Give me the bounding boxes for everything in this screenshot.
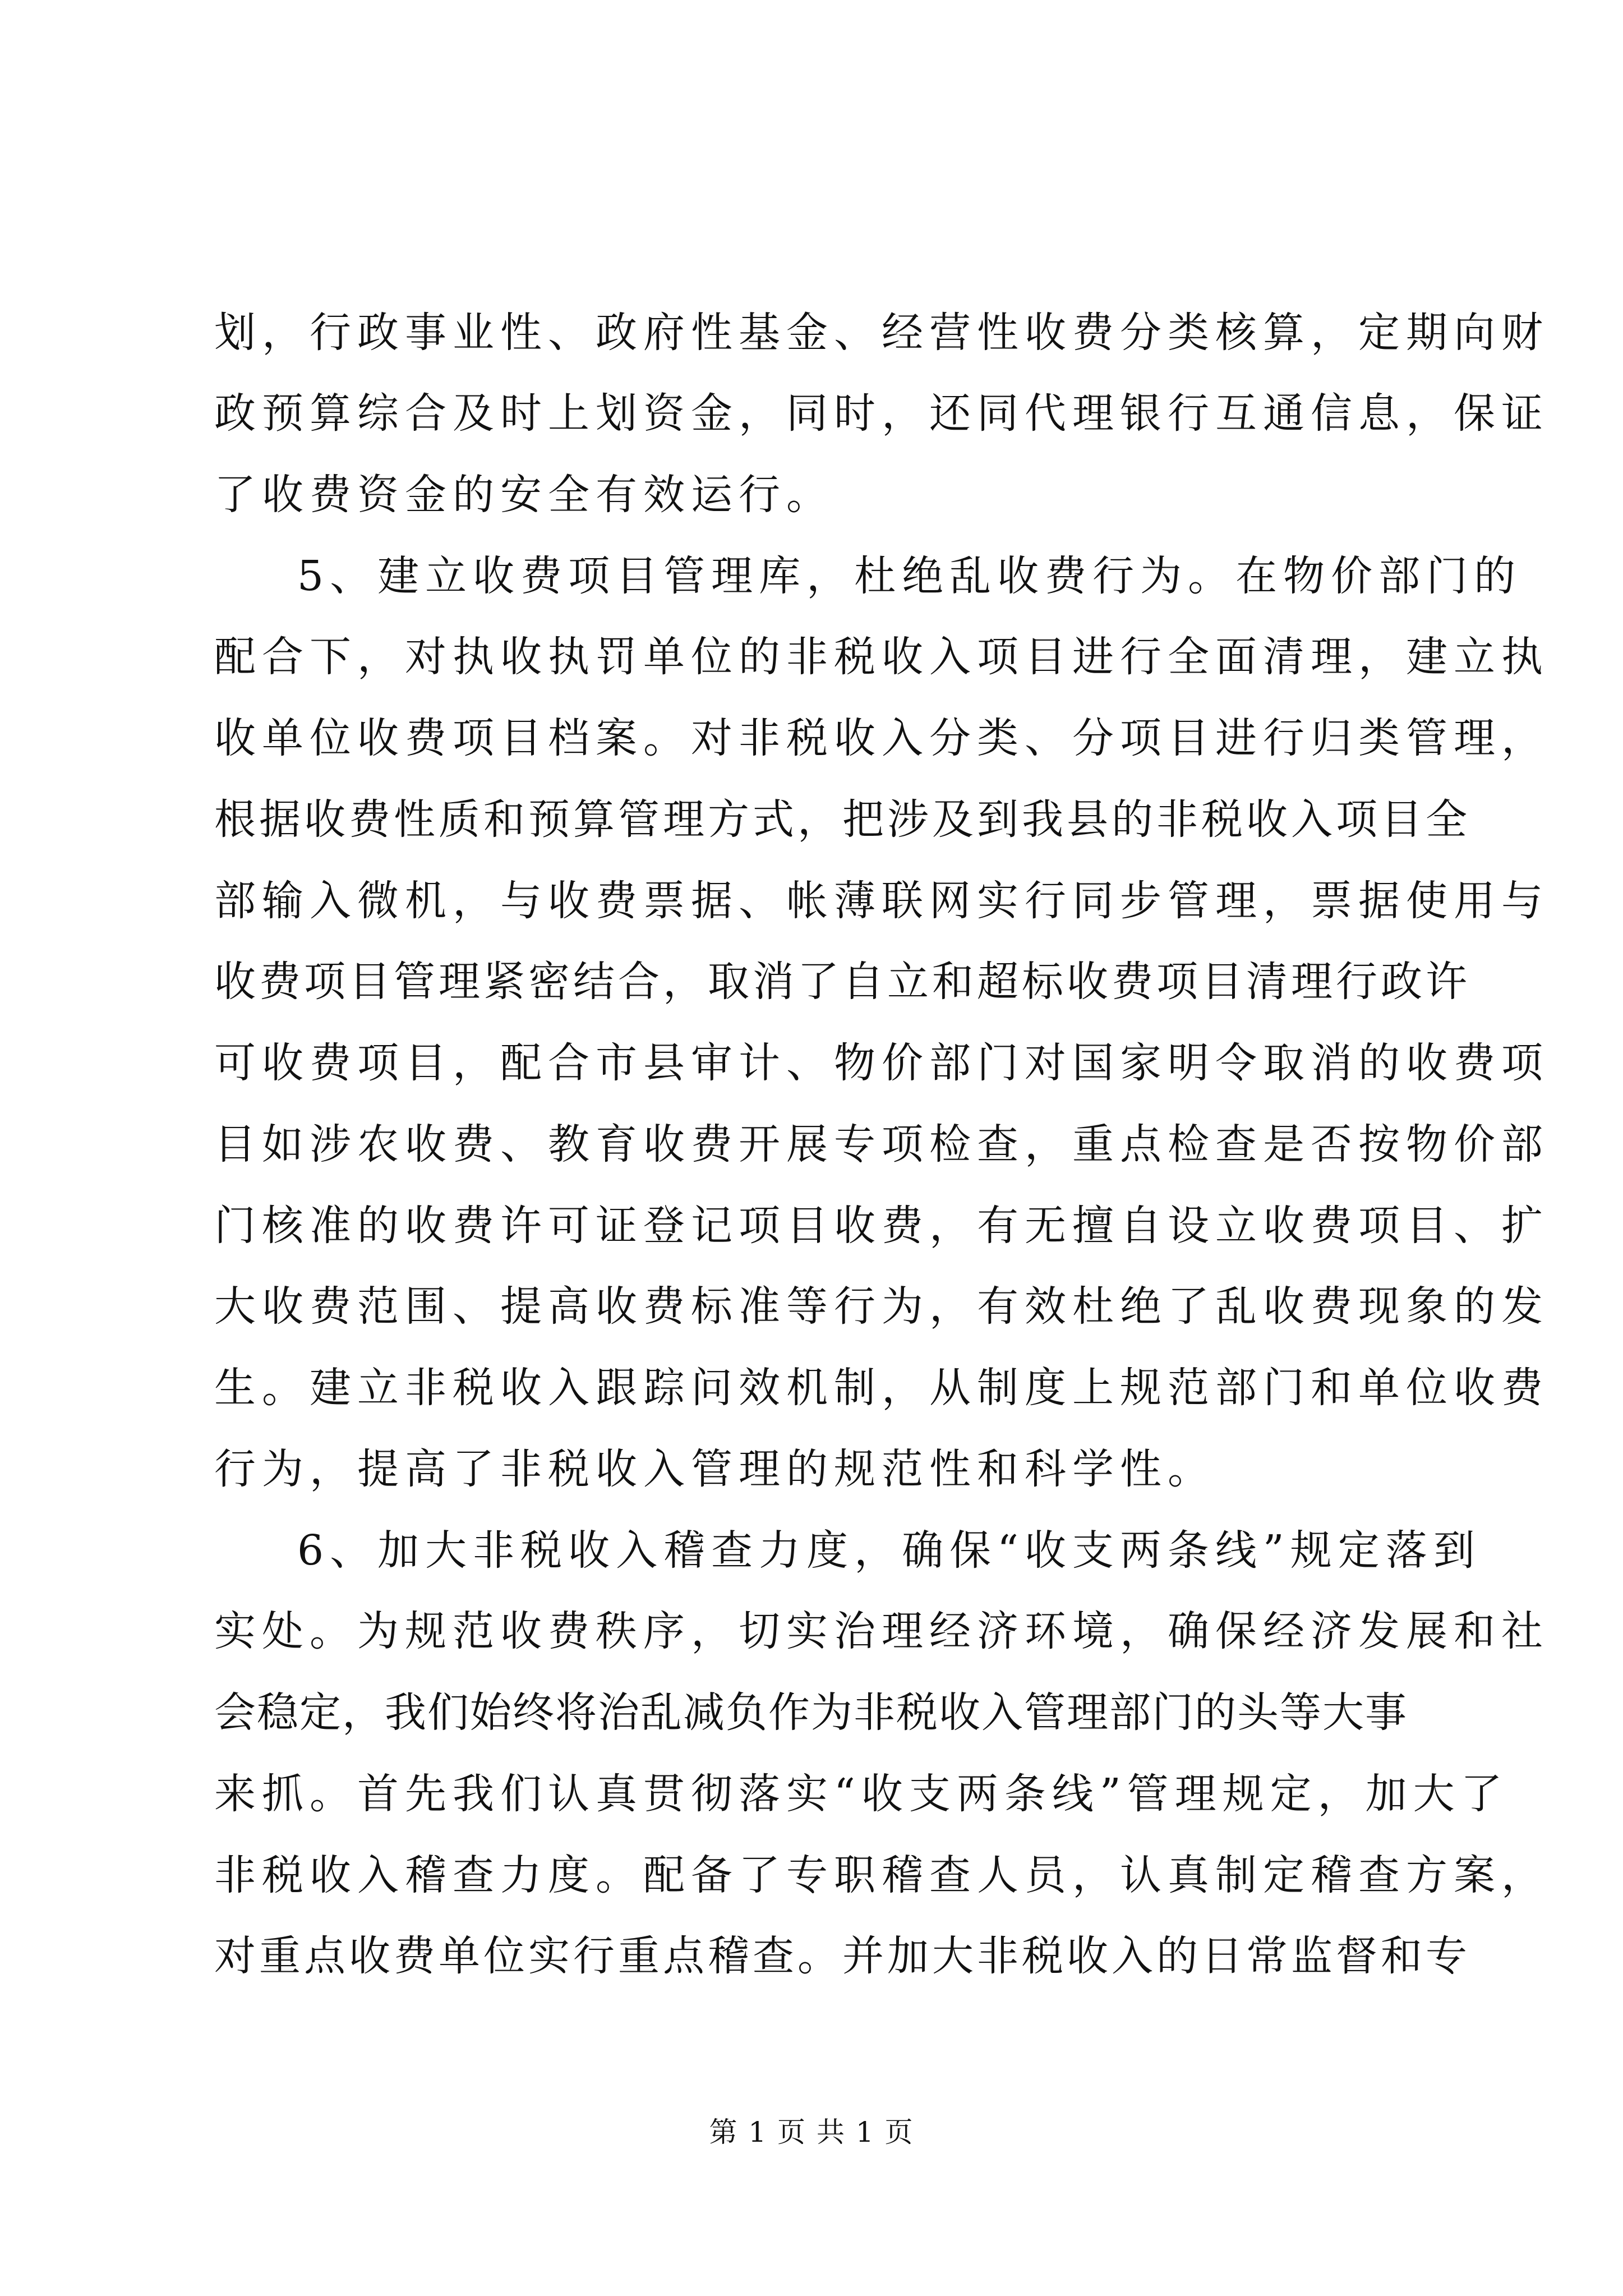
body-text-line: 生。建立非税收入跟踪问效机制，从制度上规范部门和单位收费 [214, 1364, 1549, 1412]
body-text-line: 收单位收费项目档案。对非税收入分类、分项目进行归类管理， [214, 714, 1549, 762]
body-text-line: 实处。为规范收费秩序，切实治理经济环境，确保经济发展和社 [214, 1607, 1549, 1655]
paragraph-6-first-line: 6、加大非税收入稽查力度，确保“收支两条线”规定落到 [297, 1526, 1481, 1575]
body-text-line: 划，行政事业性、政府性基金、经营性收费分类核算，定期向财 [214, 309, 1549, 357]
body-text-line: 政预算综合及时上划资金，同时，还同代理银行互通信息，保证 [214, 389, 1549, 438]
paragraph-5-first-line: 5、建立收费项目管理库，杜绝乱收费行为。在物价部门的 [297, 552, 1522, 600]
body-text-line: 会稳定，我们始终将治乱减负作为非税收入管理部门的头等大事 [214, 1688, 1408, 1737]
body-text-line: 了收费资金的安全有效运行。 [214, 471, 834, 519]
body-text-line: 来抓。首先我们认真贯彻落实“收支两条线”管理规定，加大了 [214, 1770, 1509, 1818]
body-text-line: 可收费项目，配合市县审计、物价部门对国家明令取消的收费项 [214, 1039, 1549, 1087]
body-text-line: 部输入微机，与收费票据、帐薄联网实行同步管理，票据使用与 [214, 877, 1549, 925]
body-text-line: 目如涉农收费、教育收费开展专项检查，重点检查是否按物价部 [214, 1120, 1549, 1168]
page-number-footer: 第 1 页 共 1 页 [709, 2116, 914, 2148]
body-text-line: 大收费范围、提高收费标准等行为，有效杜绝了乱收费现象的发 [214, 1282, 1549, 1331]
body-text-line: 门核准的收费许可证登记项目收费，有无擅自设立收费项目、扩 [214, 1202, 1549, 1250]
body-text-line: 配合下，对执收执罚单位的非税收入项目进行全面清理，建立执 [214, 633, 1549, 681]
body-text-line: 收费项目管理紧密结合，取消了自立和超标收费项目清理行政许 [214, 958, 1470, 1006]
body-text-line: 根据收费性质和预算管理方式，把涉及到我县的非税收入项目全 [214, 795, 1470, 844]
body-text-line: 非税收入稽查力度。配备了专职稽查人员，认真制定稽查方案， [214, 1851, 1549, 1899]
body-text-line: 对重点收费单位实行重点稽查。并加大非税收入的日常监督和专 [214, 1932, 1470, 1980]
body-text-line: 行为，提高了非税收入管理的规范性和科学性。 [214, 1445, 1215, 1493]
